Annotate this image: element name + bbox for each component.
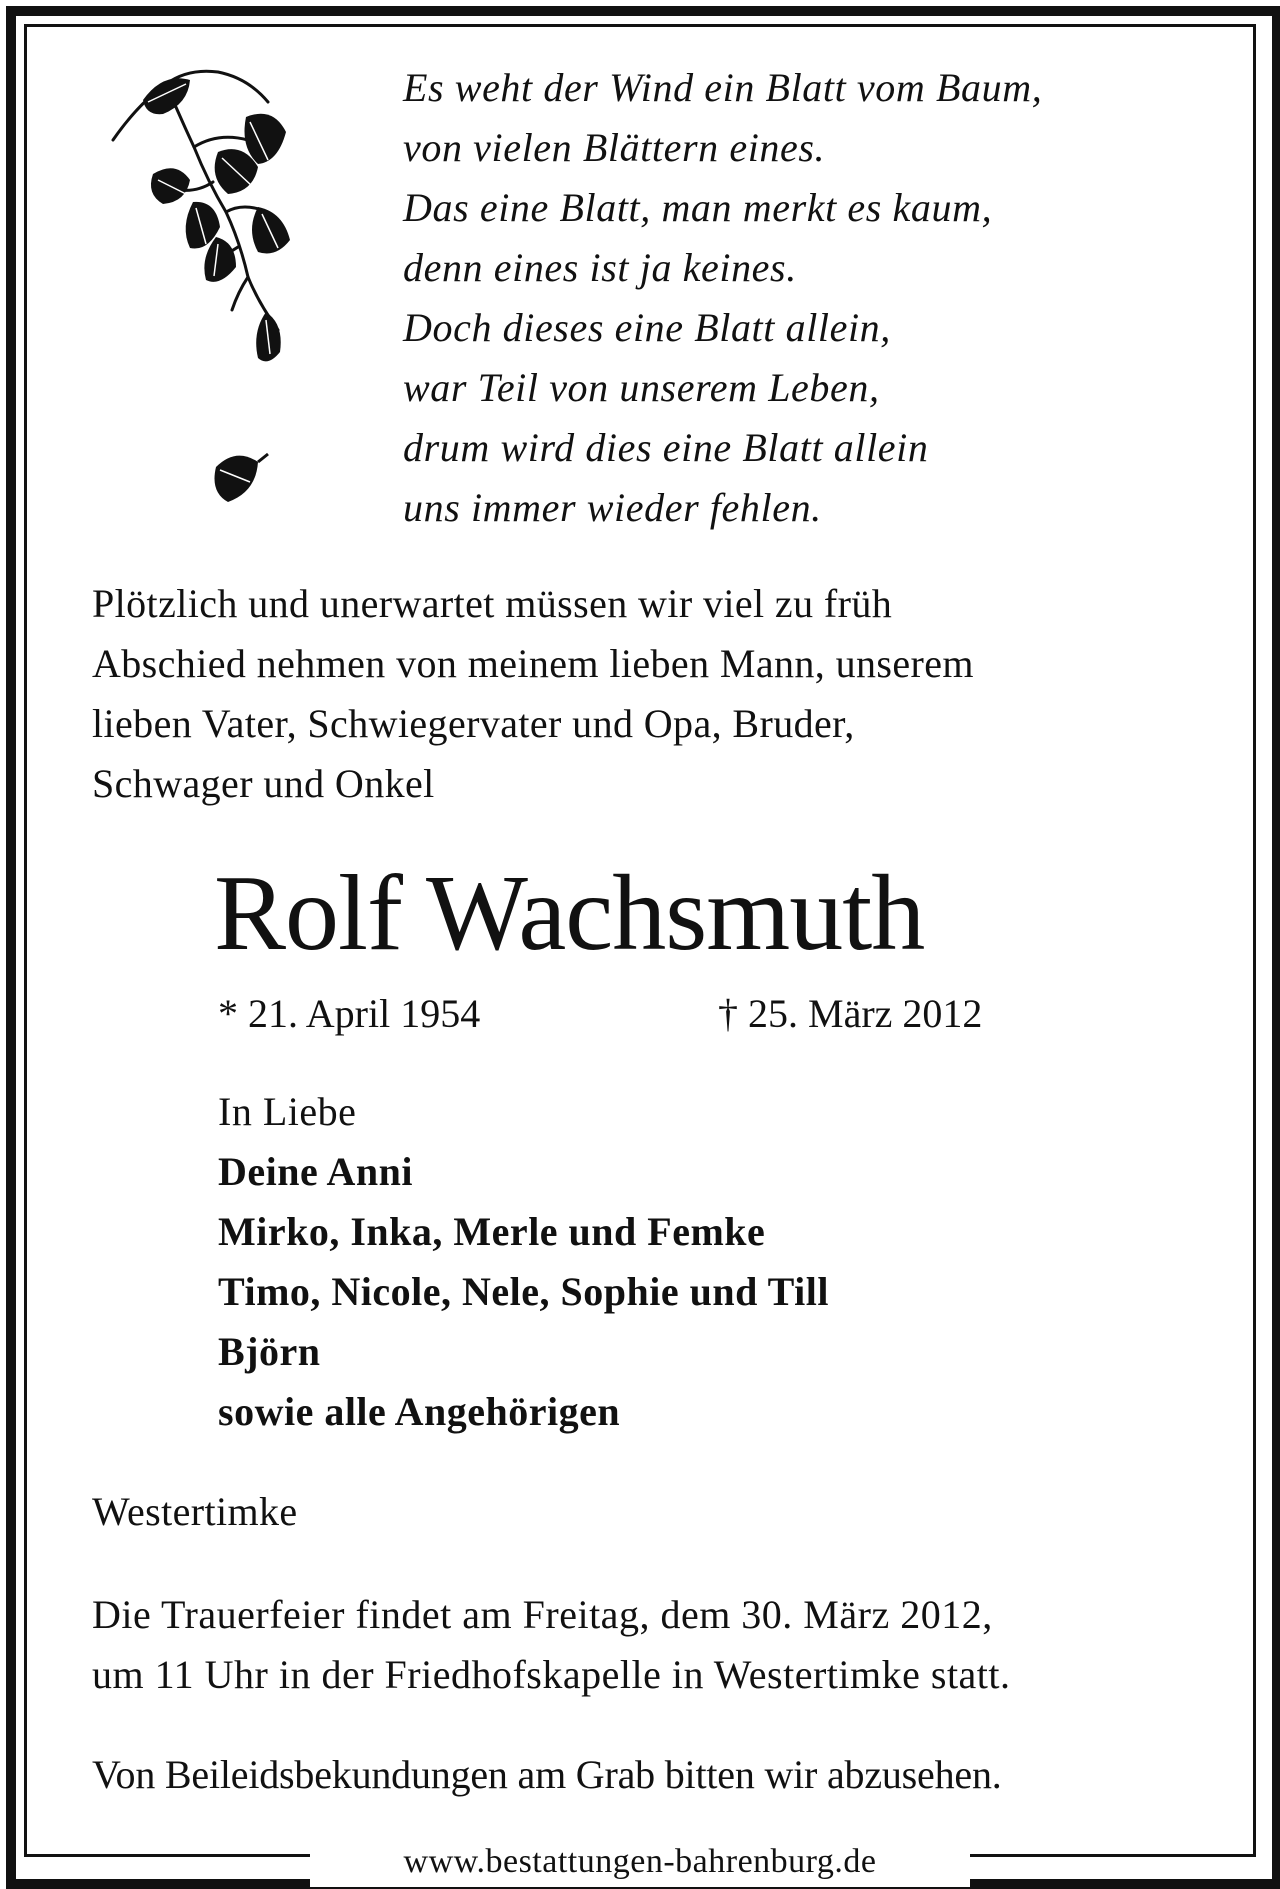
place-name: Westertimke (92, 1489, 298, 1534)
poem (403, 58, 1042, 538)
announcement-line: Schwager und Onkel (92, 761, 435, 806)
ceremony-info (92, 1585, 1011, 1705)
mourner-name: Björn (218, 1329, 321, 1374)
condolence-note: Von Beileidsbekundungen am Grab bitten wir abzusehen. (92, 1752, 1002, 1797)
birth-date: * 21. April 1954 (218, 991, 481, 1036)
mourner-name: sowie alle Angehörigen (218, 1389, 621, 1434)
poem-line: drum wird dies eine Blatt allein (403, 425, 929, 470)
death-date: † 25. März 2012 (718, 991, 983, 1036)
ceremony-line: um 11 Uhr in der Friedhofskapelle in Westertimke statt. (92, 1652, 1011, 1697)
mourner-name: Deine Anni (218, 1149, 414, 1194)
poem-line: Doch dieses eine Blatt allein, (403, 305, 891, 350)
announcement-line: Abschied nehmen von meinem lieben Mann, unserem (92, 641, 974, 686)
poem-line: denn eines ist ja keines. (403, 245, 797, 290)
poem-line: war Teil von unserem Leben, (403, 365, 880, 410)
mourners-intro: In Liebe (218, 1089, 357, 1134)
announcement-text (92, 574, 974, 814)
ceremony-line: Die Trauerfeier findet am Freitag, dem 30. März 2012, (92, 1592, 993, 1637)
announcement-line: lieben Vater, Schwiegervater und Opa, Bruder, (92, 701, 855, 746)
mourners-block (218, 1082, 829, 1442)
poem-line: Das eine Blatt, man merkt es kaum, (403, 185, 993, 230)
announcement-line: Plötzlich und unerwartet müssen wir viel zu früh (92, 581, 893, 626)
poem-line: von vielen Blättern eines. (403, 125, 826, 170)
poem-line: uns immer wieder fehlen. (403, 485, 822, 530)
footer-url: www.bestattungen-bahrenburg.de (403, 1843, 877, 1880)
poem-line: Es weht der Wind ein Blatt vom Baum, (403, 65, 1043, 110)
birch-branch-icon (108, 62, 338, 542)
mourner-name: Mirko, Inka, Merle und Femke (218, 1209, 766, 1254)
mourner-name: Timo, Nicole, Nele, Sophie und Till (218, 1269, 829, 1314)
deceased-name: Rolf Wachsmuth (214, 854, 925, 973)
